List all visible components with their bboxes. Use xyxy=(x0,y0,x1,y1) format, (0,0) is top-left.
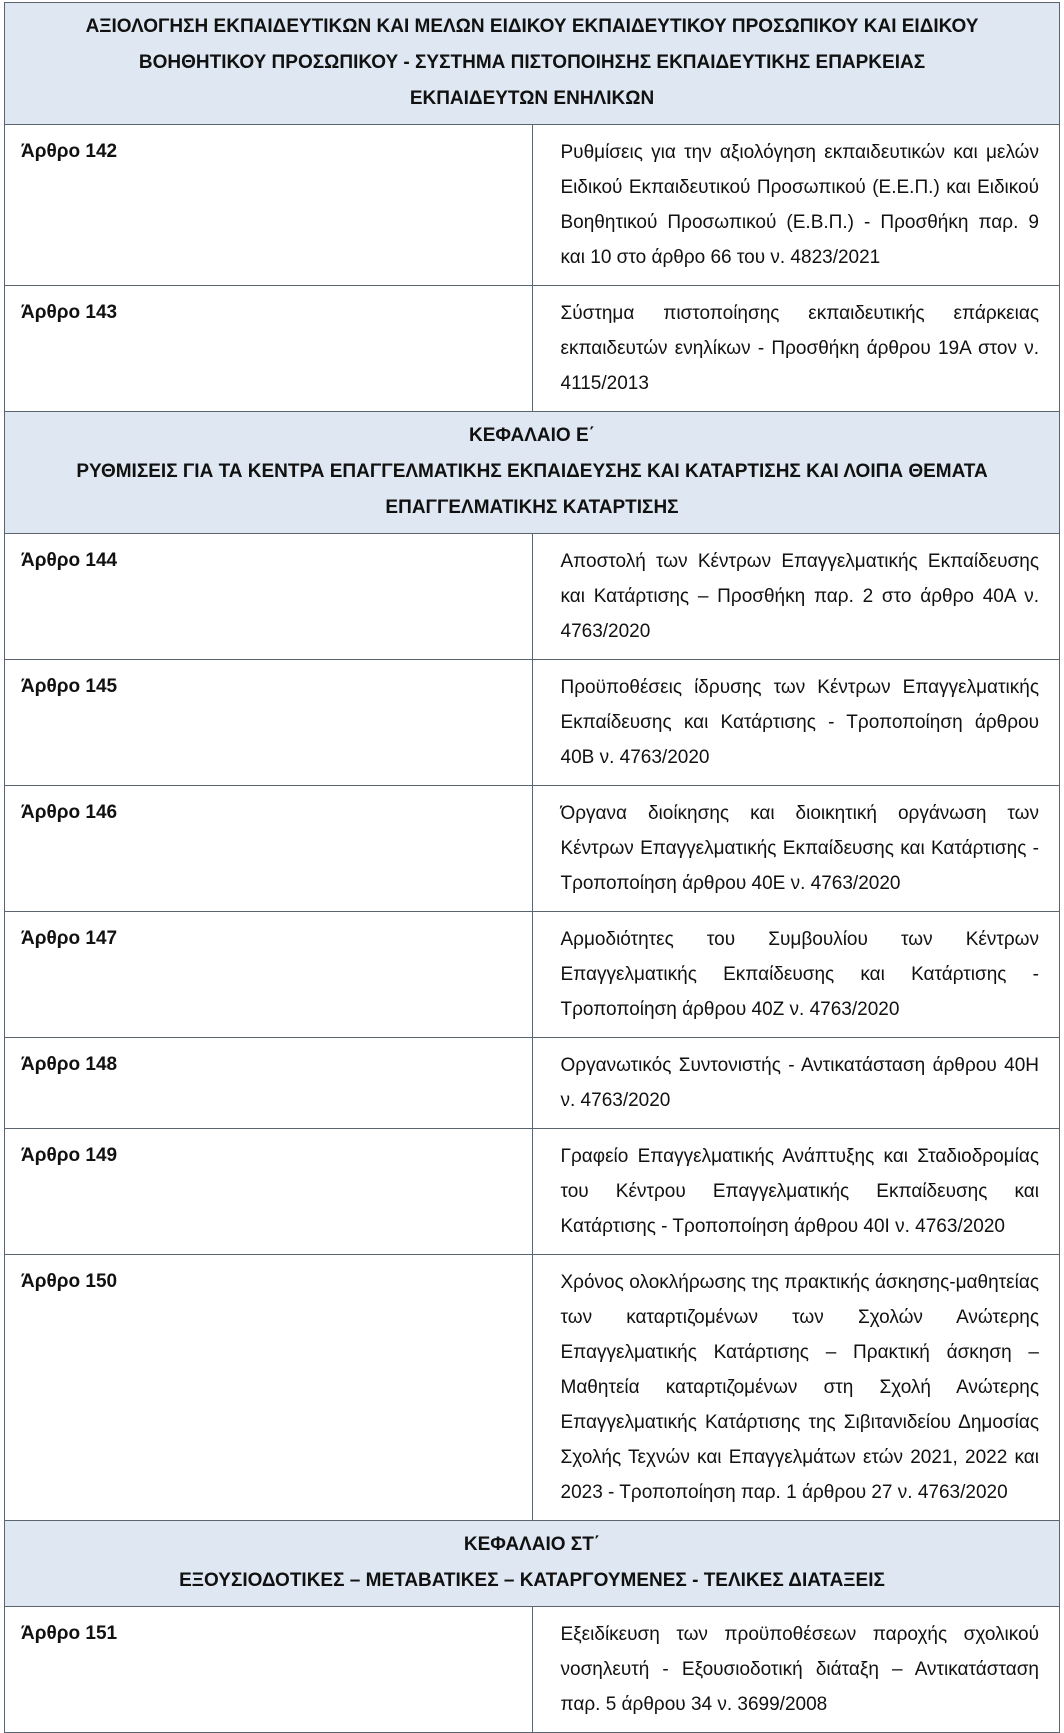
article-number: Άρθρο 149 xyxy=(5,1129,533,1255)
section-header xyxy=(5,3,1060,125)
section-header xyxy=(5,1521,1060,1607)
section-header-line: ΕΠΑΓΓΕΛΜΑΤΙΚΗΣ ΚΑΤΑΡΤΙΣΗΣ xyxy=(385,497,679,518)
article-number: Άρθρο 148 xyxy=(5,1038,533,1129)
article-row xyxy=(5,912,1060,1038)
section-header-row xyxy=(5,1521,1060,1607)
section-header-line: ΕΞΟΥΣΙΟΔΟΤΙΚΕΣ – ΜΕΤΑΒΑΤΙΚΕΣ – ΚΑΤΑΡΓΟΥΜΕΝΕΣ - ΤΕΛΙΚΕΣ ΔΙΑΤΑΞΕΙΣ xyxy=(179,1570,885,1591)
section-header-row xyxy=(5,3,1060,125)
section-header-line: ΒΟΗΘΗΤΙΚΟΥ ΠΡΟΣΩΠΙΚΟΥ - ΣΥΣΤΗΜΑ ΠΙΣΤΟΠΟΙΗΣΗΣ ΕΚΠΑΙΔΕΥΤΙΚΗΣ ΕΠΑΡΚΕΙΑΣ xyxy=(138,52,926,73)
article-row xyxy=(5,125,1060,286)
article-description: Σύστημα πιστοποίησης εκπαιδευτικής επάρκειας εκπαιδευτών ενηλίκων - Προσθήκη άρθρου 19Α στον ν. 4115/2013 xyxy=(532,286,1060,412)
article-row xyxy=(5,286,1060,412)
article-row xyxy=(5,1129,1060,1255)
section-header xyxy=(5,412,1060,534)
article-number: Άρθρο 145 xyxy=(5,660,533,786)
article-description: Αρμοδιότητες του Συμβουλίου των Κέντρων Επαγγελματικής Εκπαίδευσης και Κατάρτισης - Τροποποίηση άρθρου 40Ζ ν. 4763/2020 xyxy=(532,912,1060,1038)
article-number: Άρθρο 150 xyxy=(5,1255,533,1521)
article-row xyxy=(5,786,1060,912)
article-description: Προϋποθέσεις ίδρυσης των Κέντρων Επαγγελματικής Εκπαίδευσης και Κατάρτισης - Τροποποίηση άρθρου 40Β ν. 4763/2020 xyxy=(532,660,1060,786)
chapter-title: ΚΕΦΑΛΑΙΟ ΣΤ΄ xyxy=(463,1534,601,1555)
chapter-title: ΚΕΦΑΛΑΙΟ Ε΄ xyxy=(469,425,595,446)
article-number: Άρθρο 143 xyxy=(5,286,533,412)
article-description: Εξειδίκευση των προϋποθέσεων παροχής σχολικού νοσηλευτή - Εξουσιοδοτική διάταξη – Αντικατάσταση παρ. 5 άρθρου 34 ν. 3699/2008 xyxy=(532,1607,1060,1733)
article-description: Γραφείο Επαγγελματικής Ανάπτυξης και Σταδιοδρομίας του Κέντρου Επαγγελματικής Εκπαίδευσης και Κατάρτισης - Τροποποίηση άρθρου 40Ι ν. 4763/2020 xyxy=(532,1129,1060,1255)
article-number: Άρθρο 144 xyxy=(5,534,533,660)
article-number: Άρθρο 142 xyxy=(5,125,533,286)
section-header-line: ΡΥΘΜΙΣΕΙΣ ΓΙΑ ΤΑ ΚΕΝΤΡΑ ΕΠΑΓΓΕΛΜΑΤΙΚΗΣ ΕΚΠΑΙΔΕΥΣΗΣ ΚΑΙ ΚΑΤΑΡΤΙΣΗΣ ΚΑΙ ΛΟΙΠΑ ΘΕΜΑΤΑ xyxy=(76,461,988,482)
article-row xyxy=(5,660,1060,786)
article-row xyxy=(5,1038,1060,1129)
section-header-line: ΑΞΙΟΛΟΓΗΣΗ ΕΚΠΑΙΔΕΥΤΙΚΩΝ ΚΑΙ ΜΕΛΩΝ ΕΙΔΙΚΟΥ ΕΚΠΑΙΔΕΥΤΙΚΟΥ ΠΡΟΣΩΠΙΚΟΥ ΚΑΙ ΕΙΔΙΚΟΥ xyxy=(85,16,979,37)
article-row xyxy=(5,1607,1060,1733)
article-row xyxy=(5,1255,1060,1521)
article-row xyxy=(5,534,1060,660)
article-number: Άρθρο 147 xyxy=(5,912,533,1038)
table-of-contents xyxy=(4,2,1060,1733)
article-number: Άρθρο 146 xyxy=(5,786,533,912)
article-number: Άρθρο 151 xyxy=(5,1607,533,1733)
article-description: Χρόνος ολοκλήρωσης της πρακτικής άσκησης-μαθητείας των καταρτιζομένων των Σχολών Ανώτερης Επαγγελματικής Κατάρτισης – Πρακτική άσκηση – Μαθητεία καταρτιζομένων στη Σχολή Ανώτερης Επαγγελματικής Κατάρτισης της Σιβιτανιδείου Δημοσίας Σχολής Τεχνών και Επαγγελμάτων ετών 2021, 2022 και 2023 - Τροποποίηση παρ. 1 άρθρου 27 ν. 4763/2020 xyxy=(532,1255,1060,1521)
article-description: Ρυθμίσεις για την αξιολόγηση εκπαιδευτικών και μελών Ειδικού Εκπαιδευτικού Προσωπικού (Ε.Ε.Π.) και Ειδικού Βοηθητικού Προσωπικού (Ε.Β.Π.) - Προσθήκη παρ. 9 και 10 στο άρθρο 66 του ν. 4823/2021 xyxy=(532,125,1060,286)
section-header-line: ΕΚΠΑΙΔΕΥΤΩΝ ΕΝΗΛΙΚΩΝ xyxy=(409,88,655,109)
article-description: Οργανωτικός Συντονιστής - Αντικατάσταση άρθρου 40Η ν. 4763/2020 xyxy=(532,1038,1060,1129)
article-description: Αποστολή των Κέντρων Επαγγελματικής Εκπαίδευσης και Κατάρτισης – Προσθήκη παρ. 2 στο άρθρο 40Α ν. 4763/2020 xyxy=(532,534,1060,660)
article-description: Όργανα διοίκησης και διοικητική οργάνωση των Κέντρων Επαγγελματικής Εκπαίδευσης και Κατάρτισης - Τροποποίηση άρθρου 40Ε ν. 4763/2020 xyxy=(532,786,1060,912)
section-header-row xyxy=(5,412,1060,534)
